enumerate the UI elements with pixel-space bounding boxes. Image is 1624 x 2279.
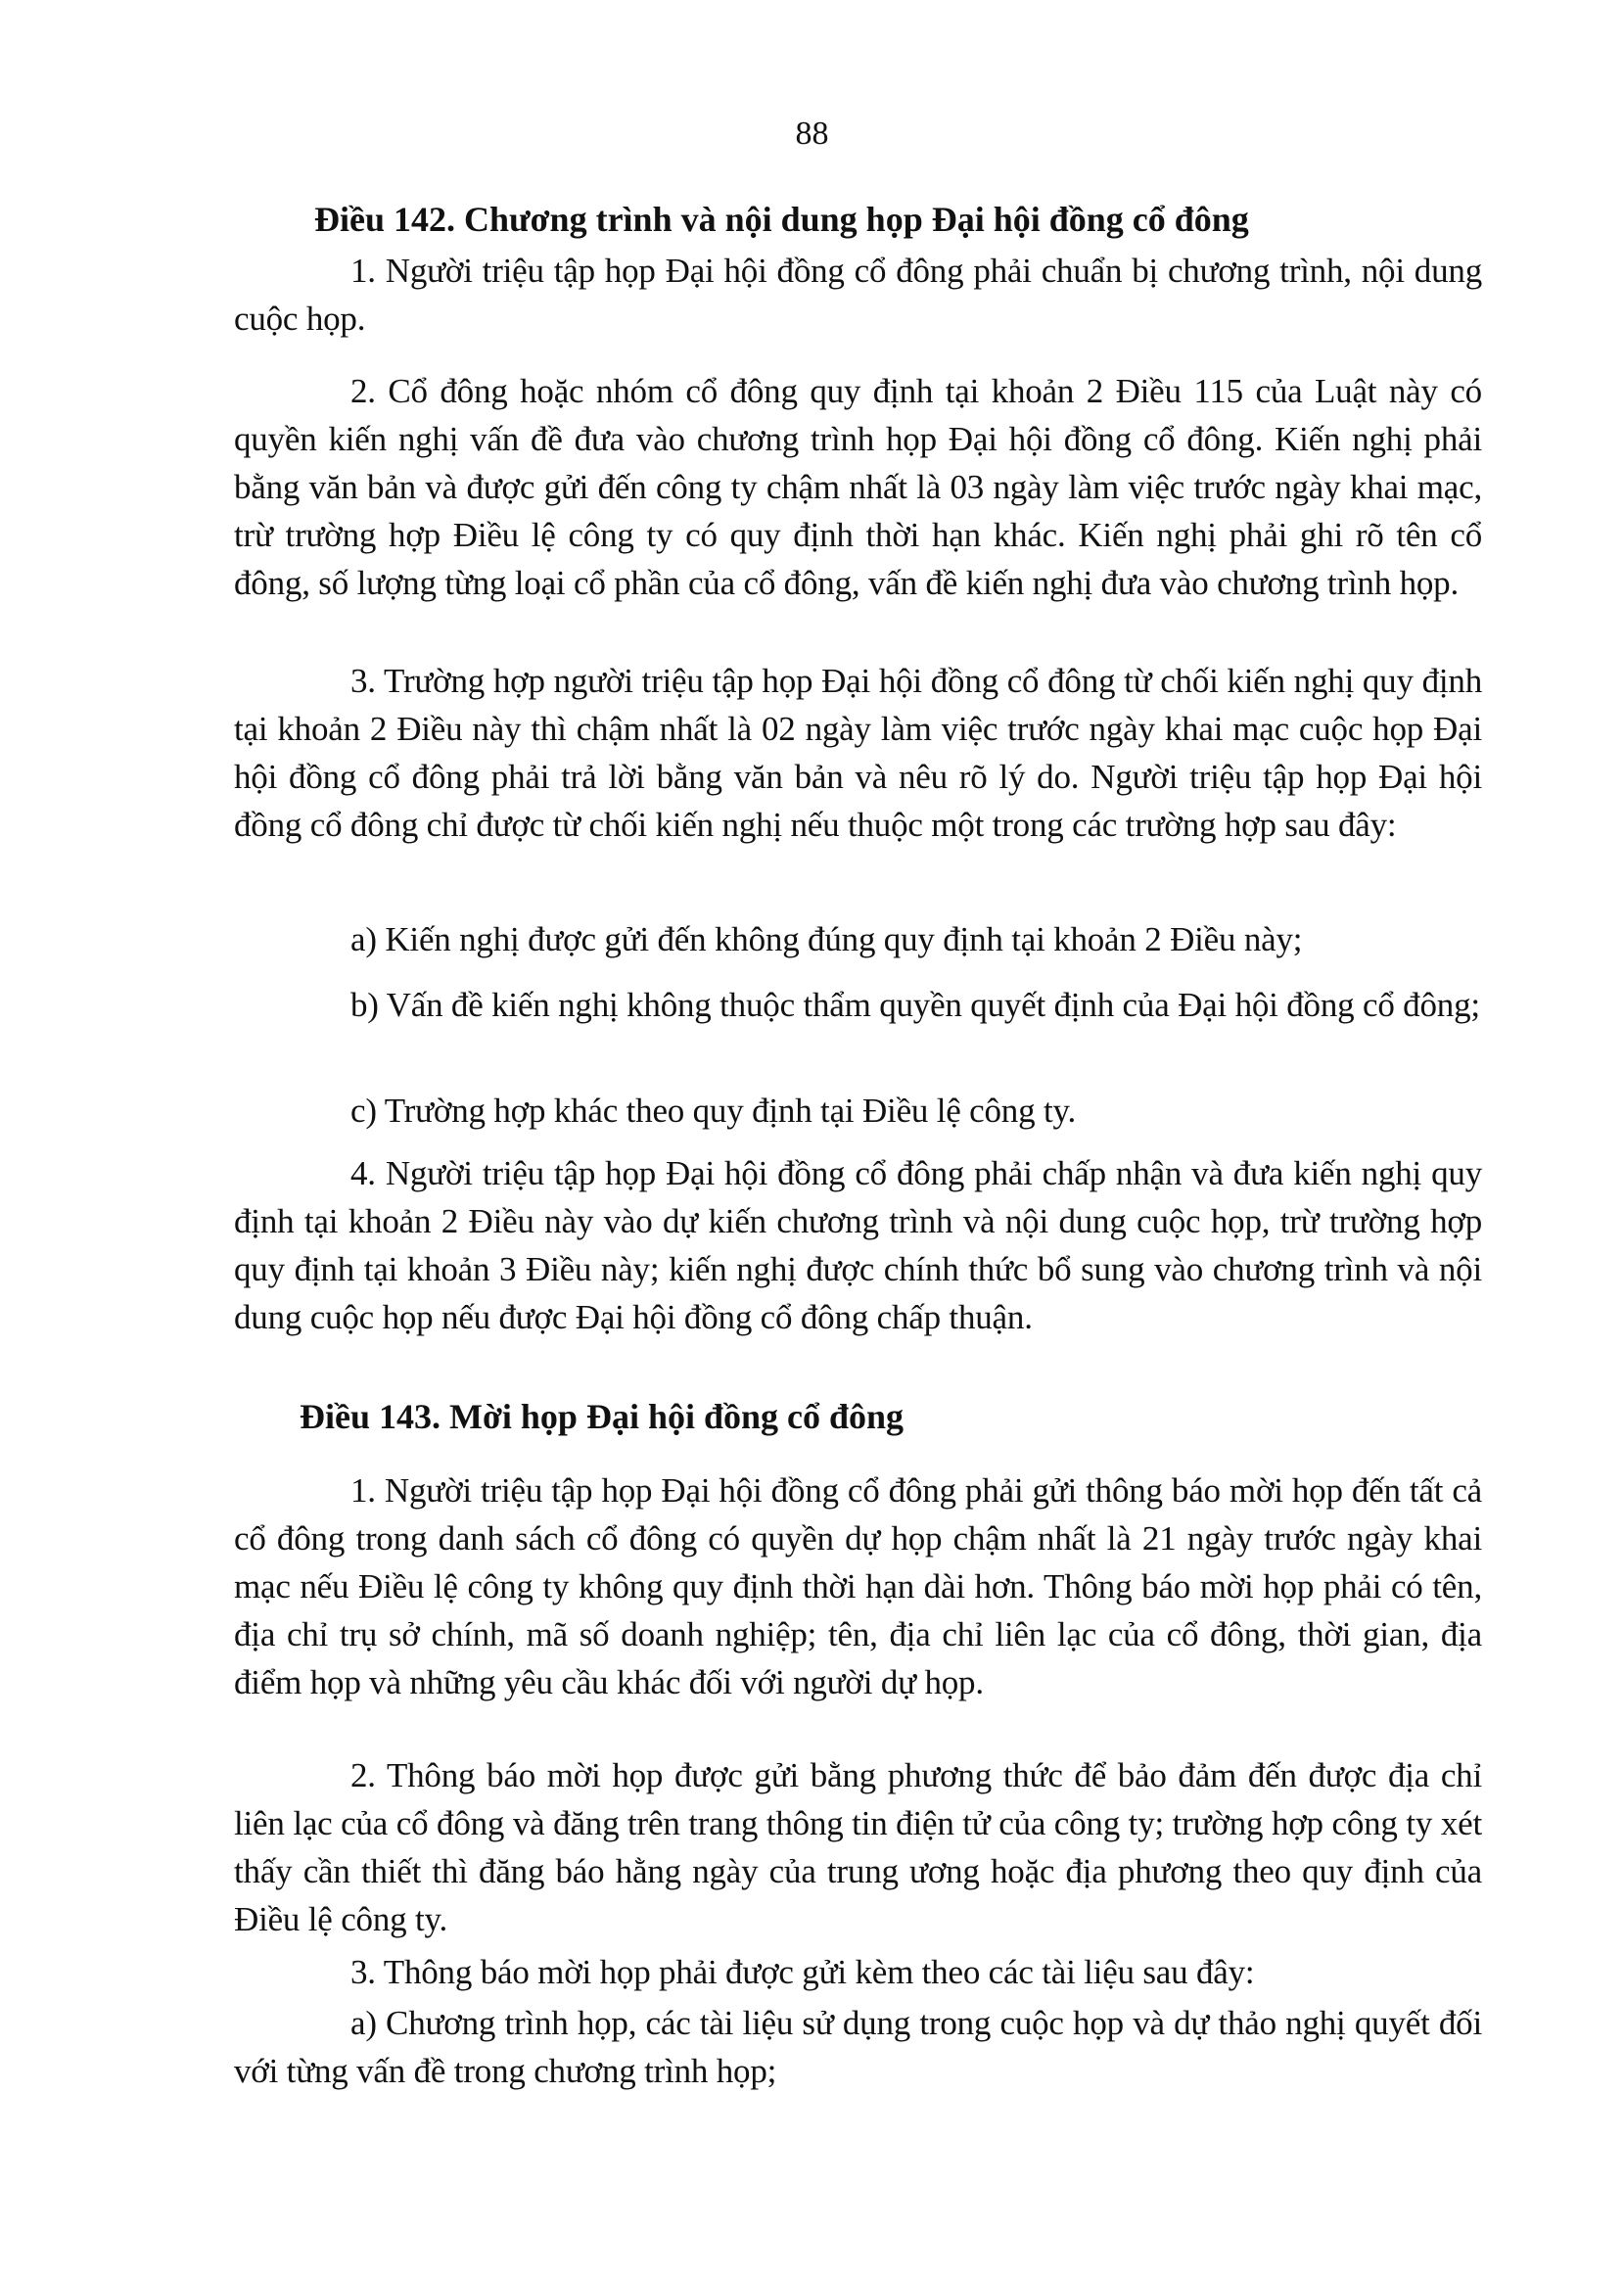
article-142-clause-4: 4. Người triệu tập họp Đại hội đồng cổ đông phải chấp nhận và đưa kiến nghị quy định tại khoản 2 Điều này vào dự kiến chương trình và nội dung cuộc họp, trừ trường hợp quy định tại khoản 3 Điều này; kiến nghị được chính thức bổ sung vào chương trình và nội dung cuộc họp nếu được Đại hội đồng cổ đông chấp thuận. bbox=[234, 1154, 1482, 1336]
article-142-clause-3b: b) Vấn đề kiến nghị không thuộc thẩm quyền quyết định của Đại hội đồng cổ đông; bbox=[350, 986, 1480, 1024]
article-142-clause-1: 1. Người triệu tập họp Đại hội đồng cổ đông phải chuẩn bị chương trình, nội dung cuộc họp. bbox=[234, 252, 1482, 338]
article-143-clause-1: 1. Người triệu tập họp Đại hội đồng cổ đông phải gửi thông báo mời họp đến tất cả cổ đông trong danh sách cổ đông có quyền dự họp chậm nhất là 21 ngày trước ngày khai mạc nếu Điều lệ công ty không quy định thời hạn dài hơn. Thông báo mời họp phải có tên, địa chỉ trụ sở chính, mã số doanh nghiệp; tên, địa chỉ liên lạc của cổ đông, thời gian, địa điểm họp và những yêu cầu khác đối với người dự họp. bbox=[234, 1471, 1482, 1701]
article-143-clause-3a: a) Chương trình họp, các tài liệu sử dụng trong cuộc họp và dự thảo nghị quyết đối với từng vấn đề trong chương trình họp; bbox=[234, 2004, 1482, 2090]
article-143-clause-2: 2. Thông báo mời họp được gửi bằng phương thức để bảo đảm đến được địa chỉ liên lạc của cổ đông và đăng trên trang thông tin điện tử của công ty; trường hợp công ty xét thấy cần thiết thì đăng báo hằng ngày của trung ương hoặc địa phương theo quy định của Điều lệ công ty. bbox=[234, 1756, 1482, 1938]
page-number: 88 bbox=[795, 116, 829, 152]
article-143-heading: Điều 143. Mời họp Đại hội đồng cổ đông bbox=[300, 1397, 905, 1436]
article-142-clause-3c: c) Trường hợp khác theo quy định tại Điều lệ công ty. bbox=[350, 1092, 1077, 1130]
article-143-clause-3: 3. Thông báo mời họp phải được gửi kèm theo các tài liệu sau đây: bbox=[350, 1953, 1255, 1991]
article-142-heading: Điều 142. Chương trình và nội dung họp Đại hội đồng cổ đông bbox=[314, 200, 1249, 239]
article-142-clause-3a: a) Kiến nghị được gửi đến không đúng quy định tại khoản 2 Điều này; bbox=[350, 920, 1303, 958]
article-142-clause-2: 2. Cổ đông hoặc nhóm cổ đông quy định tại khoản 2 Điều 115 của Luật này có quyền kiến nghị vấn đề đưa vào chương trình họp Đại hội đồng cổ đông. Kiến nghị phải bằng văn bản và được gửi đến công ty chậm nhất là 03 ngày làm việc trước ngày khai mạc, trừ trường hợp Điều lệ công ty có quy định thời hạn khác. Kiến nghị phải ghi rõ tên cổ đông, số lượng từng loại cổ phần của cổ đông, vấn đề kiến nghị đưa vào chương trình họp. bbox=[234, 372, 1482, 602]
article-142-clause-3: 3. Trường hợp người triệu tập họp Đại hội đồng cổ đông từ chối kiến nghị quy định tại khoản 2 Điều này thì chậm nhất là 02 ngày làm việc trước ngày khai mạc cuộc họp Đại hội đồng cổ đông phải trả lời bằng văn bản và nêu rõ lý do. Người triệu tập họp Đại hội đồng cổ đông chỉ được từ chối kiến nghị nếu thuộc một trong các trường hợp sau đây: bbox=[234, 662, 1482, 844]
